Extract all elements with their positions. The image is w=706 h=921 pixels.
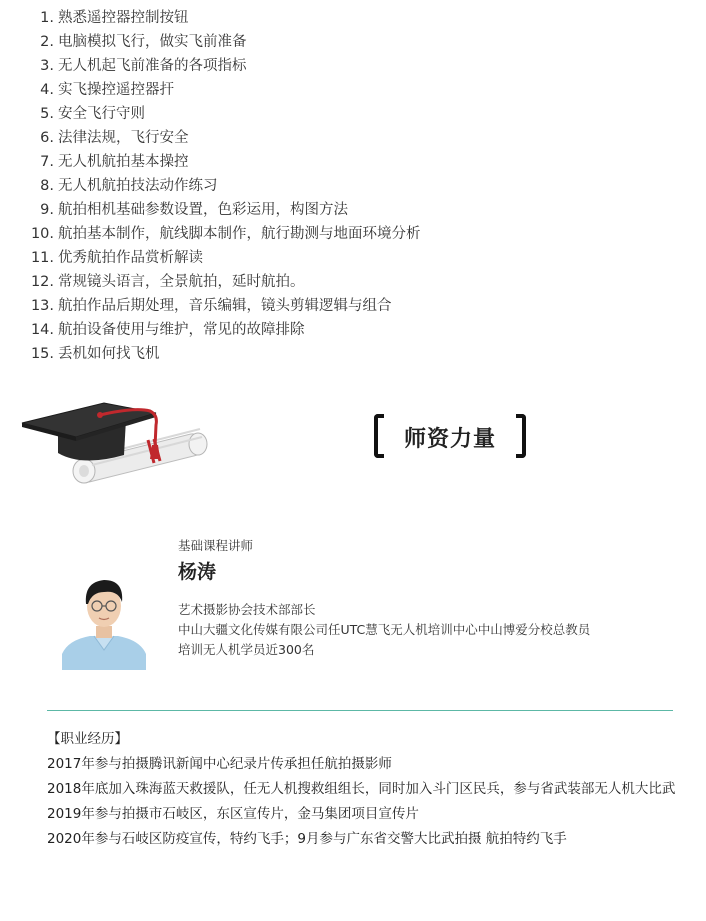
list-text: 优秀航拍作品赏析解读 <box>58 250 203 266</box>
list-item <box>20 222 680 246</box>
list-number: 12. <box>30 274 54 290</box>
list-item <box>20 126 680 150</box>
career-item: 2019年参与拍摄市石岐区，东区宣传片，金马集团项目宣传片 <box>47 806 419 822</box>
list-number: 8. <box>40 178 54 194</box>
list-number: 3. <box>40 58 54 74</box>
list-number: 6. <box>40 130 54 146</box>
list-number: 5. <box>40 106 54 122</box>
list-text: 无人机航拍技法动作练习 <box>58 178 218 194</box>
career-item: 2020年参与石岐区防疫宣传，特约飞手；9月参与广东省交警大比武拍摄 航拍特约飞手 <box>47 831 567 847</box>
list-text: 常规镜头语言，全景航拍，延时航拍。 <box>58 274 305 290</box>
list-item <box>20 54 680 78</box>
list-item <box>20 198 680 222</box>
list-item <box>20 6 680 30</box>
divider <box>47 710 673 711</box>
list-number: 11. <box>30 250 54 266</box>
list-number: 15. <box>30 346 54 362</box>
list-text: 法律法规，飞行安全 <box>58 130 189 146</box>
career-item: 2017年参与拍摄腾讯新闻中心纪录片传承担任航拍摄影师 <box>47 756 392 772</box>
career-section <box>47 727 677 852</box>
list-text: 航拍作品后期处理，音乐编辑，镜头剪辑逻辑与组合 <box>58 298 392 314</box>
list-item <box>20 246 680 270</box>
list-item <box>20 342 680 366</box>
list-text: 无人机航拍基本操控 <box>58 154 189 170</box>
career-title: 【职业经历】 <box>47 731 128 747</box>
list-number: 7. <box>40 154 54 170</box>
list-number: 13. <box>30 298 54 314</box>
list-number: 10. <box>30 226 54 242</box>
list-number: 4. <box>40 82 54 98</box>
list-item <box>20 270 680 294</box>
bio-line: 艺术摄影协会技术部部长 <box>178 602 316 617</box>
graduation-cap-icon <box>20 395 215 490</box>
section-title: 师资力量 <box>403 427 496 452</box>
list-text: 航拍相机基础参数设置，色彩运用，构图方法 <box>58 202 348 218</box>
list-item <box>20 318 680 342</box>
list-number: 9. <box>40 202 54 218</box>
list-number: 2. <box>40 34 54 50</box>
list-text: 安全飞行守则 <box>58 106 145 122</box>
list-item <box>20 102 680 126</box>
career-item: 2018年底加入珠海蓝天救援队，任无人机搜救组组长，同时加入斗门区民兵，参与省武装部无人机大比武 <box>47 781 676 797</box>
teacher-portrait <box>60 570 148 670</box>
list-item <box>20 30 680 54</box>
right-bracket-icon <box>516 414 526 458</box>
list-text: 航拍设备使用与维护，常见的故障排除 <box>58 322 305 338</box>
list-text: 航拍基本制作，航线脚本制作，航行勘测与地面环境分析 <box>58 226 421 242</box>
list-item <box>20 78 680 102</box>
bio-line: 培训无人机学员近300名 <box>178 642 315 657</box>
teacher-bio <box>178 600 678 660</box>
list-text: 电脑模拟飞行，做实飞前准备 <box>58 34 247 50</box>
list-number: 1. <box>40 10 54 26</box>
list-number: 14. <box>30 322 54 338</box>
list-text: 无人机起飞前准备的各项指标 <box>58 58 247 74</box>
list-text: 熟悉遥控器控制按钮 <box>58 10 189 26</box>
section-heading <box>374 414 526 462</box>
course-list <box>20 6 680 366</box>
bio-line: 中山大疆文化传媒有限公司任UTC慧飞无人机培训中心中山博爱分校总教员 <box>178 622 591 637</box>
teacher-name: 杨涛 <box>178 561 217 583</box>
list-item <box>20 294 680 318</box>
list-item <box>20 150 680 174</box>
list-text: 实飞操控遥控器扞 <box>58 82 174 98</box>
list-text: 丢机如何找飞机 <box>58 346 160 362</box>
list-item <box>20 174 680 198</box>
teacher-role: 基础课程讲师 <box>178 538 254 553</box>
